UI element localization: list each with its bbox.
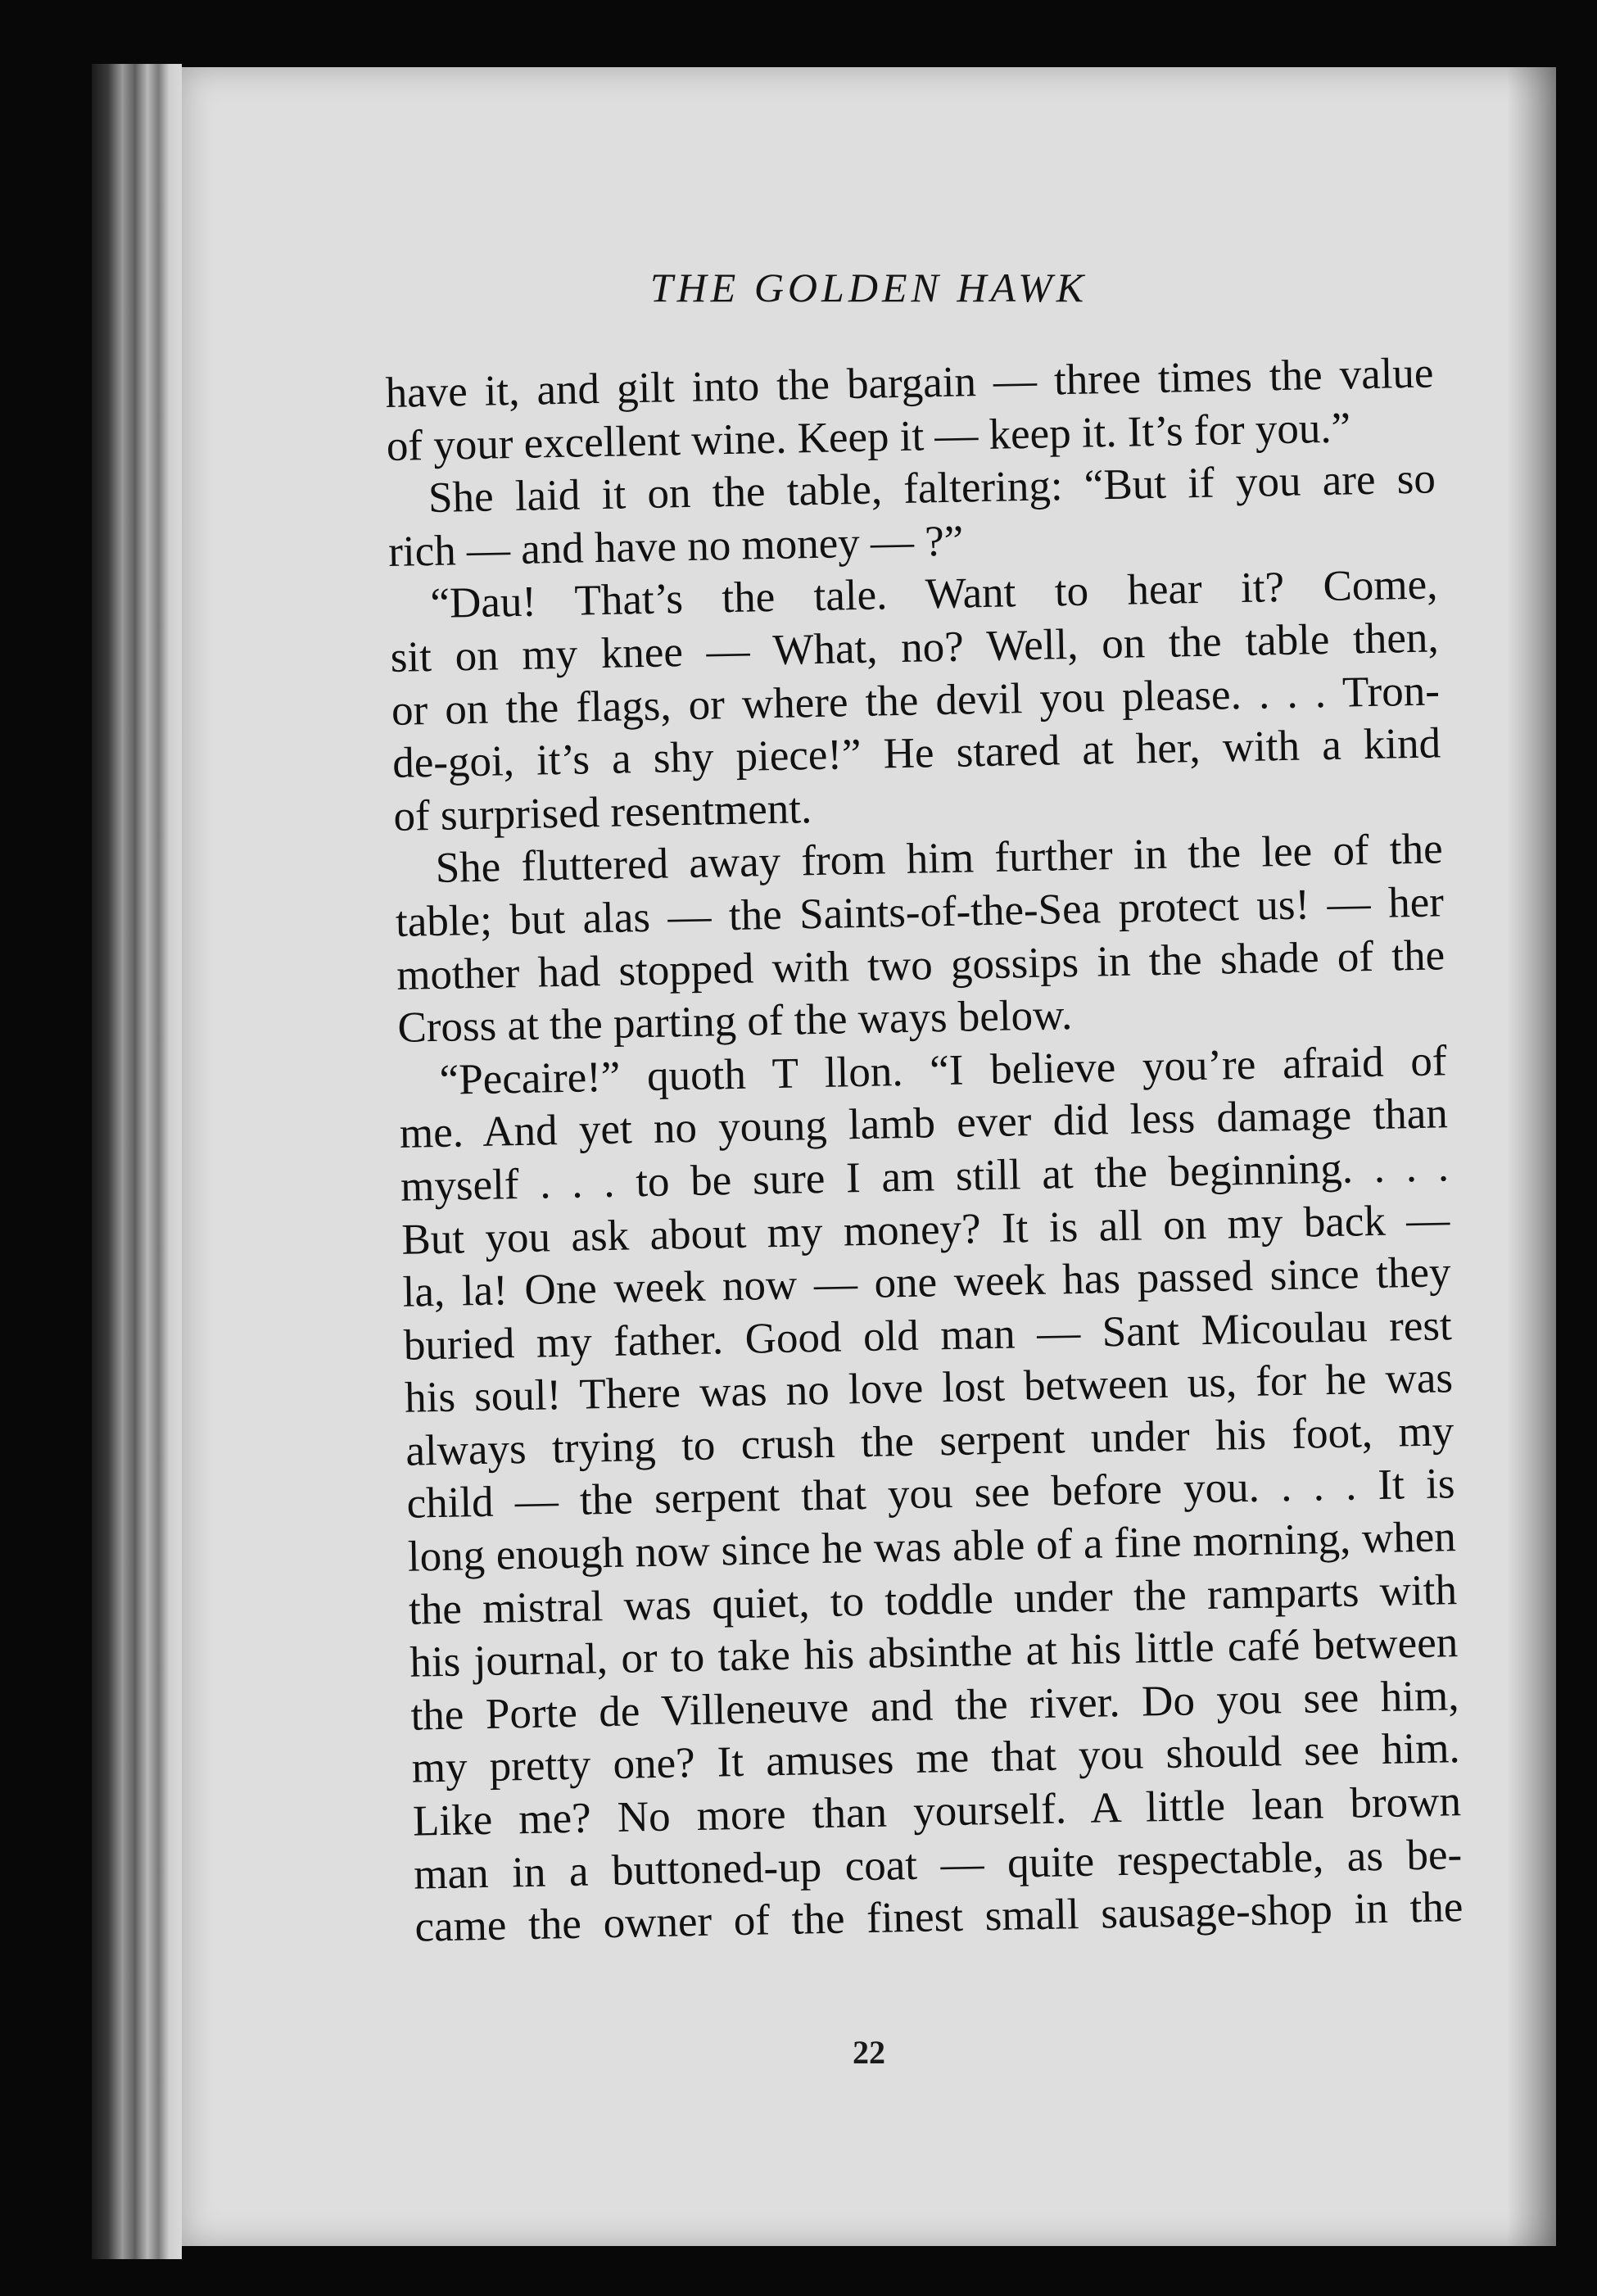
text-line: She fluttered away from him further in the lee of the <box>435 825 1444 893</box>
text-line: rich — and have no money — ?” <box>387 517 964 576</box>
text-line: his journal, or to take his absinthe at his little café between <box>409 1619 1459 1687</box>
text-line: “Pecaire!” quoth T llon. “I believe you’re afraid of <box>439 1036 1448 1104</box>
book-page <box>182 67 1556 2246</box>
text-line: de-goi, it’s a shy piece!” He stared at her, with a kind <box>391 719 1441 788</box>
text-line: la, la! One week now — one week has passed since they <box>402 1248 1452 1316</box>
text-line: me. And yet no young lamb ever did less damage than <box>399 1089 1449 1158</box>
text-line: have it, and gilt into the bargain — three times the value <box>385 349 1434 417</box>
text-line: buried my father. Good old man — Sant Micoulau rest <box>403 1301 1453 1370</box>
text-line: “Dau! That’s the tale. Want to hear it? Come, <box>430 560 1438 628</box>
book-spine-edge <box>92 64 182 2259</box>
text-line: She laid it on the table, faltering: “But if you are so <box>428 455 1436 523</box>
text-line: always trying to crush the serpent under his foot, my <box>405 1407 1454 1475</box>
running-head: THE GOLDEN HAWK <box>649 265 1088 310</box>
body-text <box>385 346 1464 1954</box>
text-line: came the owner of the finest small sausage-shop in the <box>414 1883 1464 1951</box>
text-line: long enough now since he was able of a fine morning, when <box>407 1513 1457 1581</box>
text-line: Like me? No more than yourself. A little lean brown <box>412 1777 1462 1845</box>
text-line: myself . . . to be sure I am still at the beginning. . . . <box>400 1143 1450 1211</box>
page-number: 22 <box>853 2034 885 2071</box>
text-line: mother had stopped with two gossips in the shade of the <box>396 931 1445 999</box>
text-line: of surprised resentment. <box>392 784 812 840</box>
text-line: the Porte de Villeneuve and the river. Do you see him, <box>410 1671 1459 1740</box>
text-line: Cross at the parting of the ways below. <box>396 991 1073 1052</box>
text-line: table; but alas — the Saints-of-the-Sea protect us! — her <box>395 878 1445 946</box>
text-line: sit on my knee — What, no? Well, on the table then, <box>390 614 1440 682</box>
text-line: or on the flags, or where the devil you please. . . . Tron- <box>391 666 1441 735</box>
text-line: my pretty one? It amuses me that you should see him. <box>411 1724 1461 1793</box>
text-line: his soul! There was no love lost between us, for he was <box>404 1354 1454 1423</box>
text-line: of your excellent wine. Keep it — keep it. It’s for you.” <box>386 403 1351 470</box>
text-line: child — the serpent that you see before you. . . . It is <box>406 1460 1455 1528</box>
text-line: the mistral was quiet, to toddle under the ramparts with <box>408 1565 1458 1634</box>
text-line: man in a buttoned-up coat — quite respectable, as be- <box>413 1830 1463 1899</box>
text-line: But you ask about my money? It is all on my back — <box>400 1195 1450 1264</box>
